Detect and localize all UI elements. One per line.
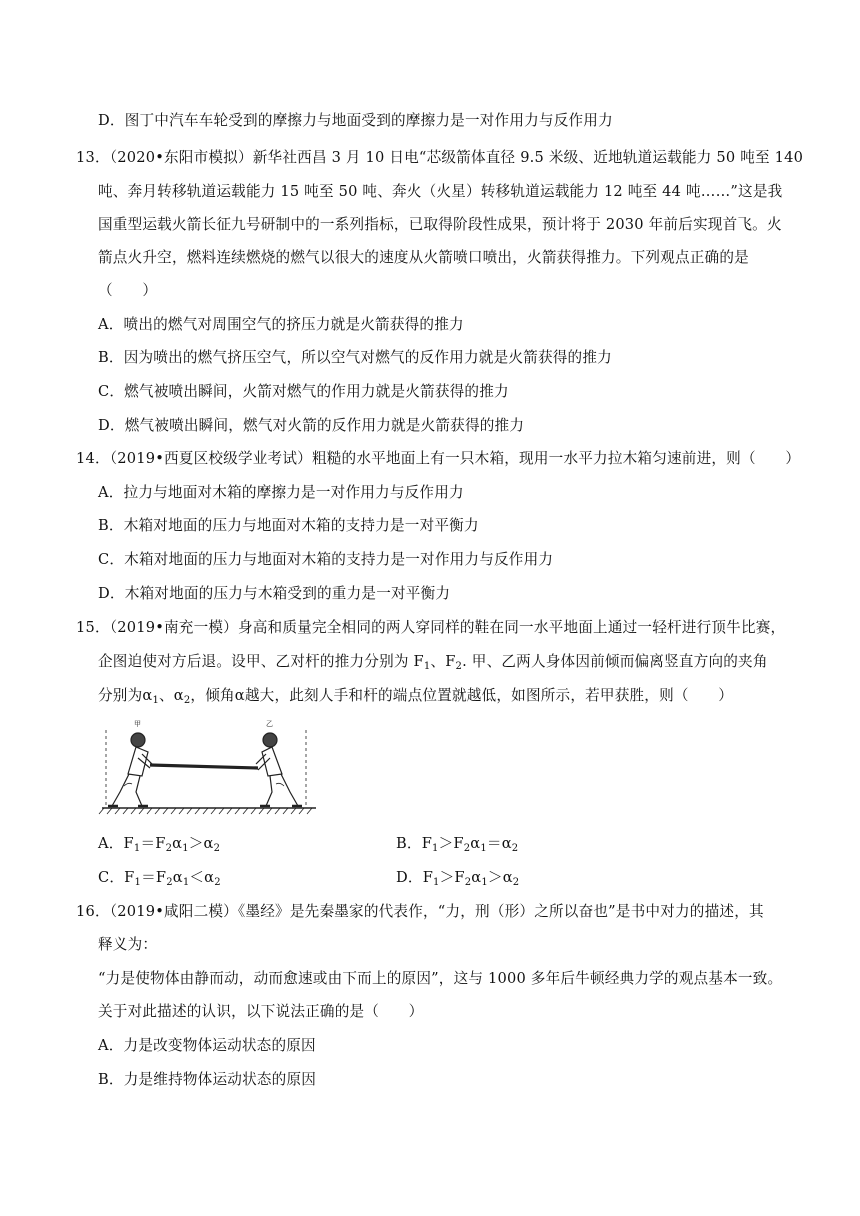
q16-stem-line-3: “力是使物体由静而动，动而愈速或由下而上的原因”，这与 1000 多年后牛顿经典力学的观点基本一致。 xyxy=(98,970,783,987)
q14-stem: 14．（2019•西夏区校级学业考试）粗糙的水平地面上有一只木箱，现用一水平力拉木箱匀速前进，则（ ） xyxy=(76,450,801,467)
q14-option-c: C．木箱对地面的压力与地面对木箱的支持力是一对作用力与反作用力 xyxy=(98,551,554,568)
q13-stem-line-1: 13．（2020•东阳市模拟）新华社西昌 3 月 10 日电“芯级箭体直径 9.5 米级、近地轨道运载能力 50 吨至 140 xyxy=(76,149,804,166)
q16-option-a: A．力是改变物体运动状态的原因 xyxy=(98,1037,316,1054)
q13-option-b: B．因为喷出的燃气挤压空气，所以空气对燃气的反作用力就是火箭获得的推力 xyxy=(98,349,612,366)
q16-stem-line-2: 释义为： xyxy=(98,936,158,953)
q13-stem-line-4: 箭点火升空，燃料连续燃烧的燃气以很大的速度从火箭喷口喷出，火箭获得推力。下列观点正确的是 xyxy=(98,249,749,266)
q15-stem-line-1: 15．（2019•南充一模）身高和质量完全相同的两人穿同样的鞋在同一水平地面上通过一轻杆进行顶牛比赛， xyxy=(76,619,786,636)
q15-option-c: C．$F_1=F_2\alpha_1<\alpha_2$ xyxy=(98,869,221,888)
figure-label-yi: 乙 xyxy=(266,720,273,728)
q13-stem-line-2: 吨、奔月转移轨道运载能力 15 吨至 50 吨、奔火（火星）转移轨道运载能力 12 吨至 44 吨……”这是我 xyxy=(98,183,783,200)
q12-option-d: D．图丁中汽车车轮受到的摩擦力与地面受到的摩擦力是一对作用力与反作用力 xyxy=(98,112,613,129)
q15-option-d: D．$F_1>F_2\alpha_1>\alpha_2$ xyxy=(396,869,520,888)
q13-option-c: C．燃气被喷出瞬间，火箭对燃气的作用力就是火箭获得的推力 xyxy=(98,383,509,400)
q13-stem-line-3: 国重型运载火箭长征九号研制中的一系列指标，已取得阶段性成果，预计将于 2030 年前后实现首飞。火 xyxy=(98,216,782,233)
q16-option-b: B．力是维持物体运动状态的原因 xyxy=(98,1071,317,1088)
q13-stem-line-5: （ ） xyxy=(98,282,158,299)
q14-option-b: B．木箱对地面的压力与地面对木箱的支持力是一对平衡力 xyxy=(98,517,479,534)
figure-label-jia: 甲 xyxy=(134,720,141,728)
q13-option-d: D．燃气被喷出瞬间，燃气对火箭的反作用力就是火箭获得的推力 xyxy=(98,417,525,434)
q15-stem-line-3: 分别为$\alpha_1$、$\alpha_2$，倾角α越大，此刻人手和杆的端点位置就越低，如图所示，若甲获胜，则（ ） xyxy=(98,687,734,706)
tug-rod-figure xyxy=(98,716,320,816)
q15-stem-line-2: 企图迫使对方后退。设甲、乙对杆的推力分别为 $F_1$、$F_2$. 甲、乙两人身体因前倾而偏离竖直方向的夹角 xyxy=(98,653,768,672)
q16-stem-line-1: 16．（2019•咸阳二模）《墨经》是先秦墨家的代表作，“力，刑（形）之所以奋也”是书中对力的描述，其 xyxy=(76,903,764,920)
q13-option-a: A．喷出的燃气对周围空气的挤压力就是火箭获得的推力 xyxy=(98,316,464,333)
q15-option-a: A．$F_1=F_2\alpha_1>\alpha_2$ xyxy=(98,835,221,854)
q14-option-d: D．木箱对地面的压力与木箱受到的重力是一对平衡力 xyxy=(98,585,451,602)
q14-option-a: A．拉力与地面对木箱的摩擦力是一对作用力与反作用力 xyxy=(98,484,464,501)
q16-stem-line-4: 关于对此描述的认识，以下说法正确的是（ ） xyxy=(98,1003,424,1020)
q15-option-b: B．$F_1>F_2\alpha_1=\alpha_2$ xyxy=(396,835,519,854)
